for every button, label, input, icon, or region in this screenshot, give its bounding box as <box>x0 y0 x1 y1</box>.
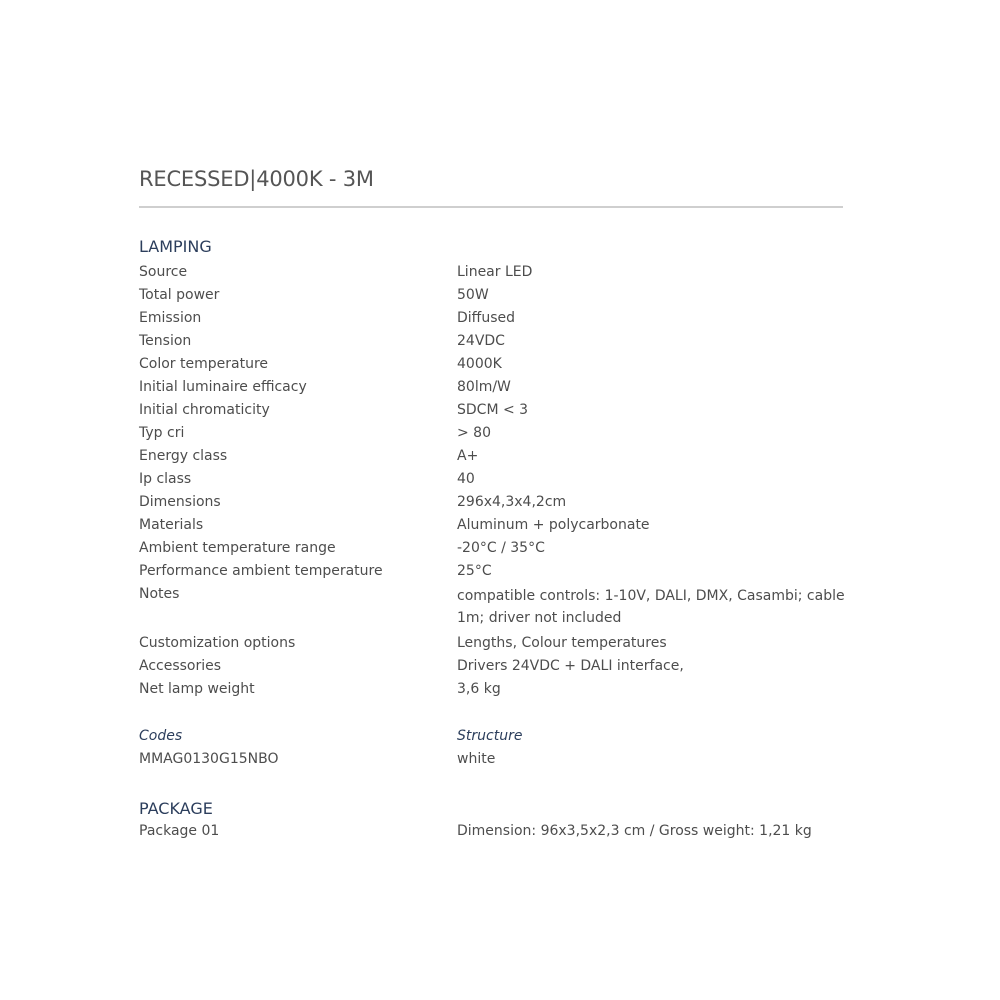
spec-label: Energy class <box>139 448 228 464</box>
spec-value: Lengths, Colour temperatures <box>457 635 667 651</box>
spec-row-customization <box>139 632 843 655</box>
spec-row-cri <box>139 422 843 445</box>
spec-value: 80lm/W <box>457 379 511 395</box>
spec-label: Total power <box>139 287 220 303</box>
spec-label: Color temperature <box>139 356 269 372</box>
spec-row-chromaticity <box>139 399 843 422</box>
spec-label: Net lamp weight <box>139 681 255 697</box>
spec-label: Ambient temperature range <box>139 540 336 556</box>
spec-value: 50W <box>457 287 489 303</box>
spec-sheet <box>139 0 843 1000</box>
title-category: RECESSED <box>139 167 250 191</box>
structure-value: white <box>457 751 496 767</box>
spec-row-ambient-range <box>139 537 843 560</box>
spec-value: 40 <box>457 471 475 487</box>
spec-row-notes <box>139 583 843 632</box>
spec-value: 4000K <box>457 356 502 372</box>
lamping-spec-list <box>139 261 843 701</box>
spec-row-materials <box>139 514 843 537</box>
spec-row-efficacy <box>139 376 843 399</box>
codes-value: MMAG0130G15NBO <box>139 751 279 767</box>
spec-label: Notes <box>139 586 180 602</box>
spec-row-dimensions <box>139 491 843 514</box>
spec-value: > 80 <box>457 425 491 441</box>
spec-row-tension <box>139 330 843 353</box>
spec-value: Aluminum + polycarbonate <box>457 517 650 533</box>
spec-label: Source <box>139 264 188 280</box>
spec-value: 25°C <box>457 563 492 579</box>
spec-value: 296x4,3x4,2cm <box>457 494 567 510</box>
package-label: Package 01 <box>139 823 220 839</box>
spec-label: Initial chromaticity <box>139 402 270 418</box>
spec-label: Dimensions <box>139 494 221 510</box>
spec-row-emission <box>139 307 843 330</box>
spec-label: Customization options <box>139 635 296 651</box>
spec-row-color-temperature <box>139 353 843 376</box>
lamping-heading: LAMPING <box>139 237 212 256</box>
codes-heading: Codes <box>139 728 183 744</box>
title-separator: | <box>249 167 257 191</box>
spec-value: A+ <box>457 448 479 464</box>
spec-value: -20°C / 35°C <box>457 540 545 556</box>
page-title <box>139 167 374 191</box>
spec-value: Diffused <box>457 310 515 326</box>
spec-label: Emission <box>139 310 202 326</box>
spec-row-net-weight <box>139 678 843 701</box>
spec-label: Tension <box>139 333 192 349</box>
structure-heading: Structure <box>457 728 523 744</box>
spec-label: Accessories <box>139 658 222 674</box>
title-divider <box>139 206 843 208</box>
spec-value: Drivers 24VDC + DALI interface, <box>457 658 684 674</box>
spec-value: compatible controls: 1-10V, DALI, DMX, Casambi; cable 1m; driver not included <box>457 588 845 626</box>
spec-value: 24VDC <box>457 333 505 349</box>
package-heading: PACKAGE <box>139 799 213 818</box>
spec-label: Typ cri <box>139 425 185 441</box>
spec-row-source <box>139 261 843 284</box>
spec-row-performance-temp <box>139 560 843 583</box>
title-variant: 4000K - 3M <box>256 167 374 191</box>
spec-label: Performance ambient temperature <box>139 563 383 579</box>
spec-value: 3,6 kg <box>457 681 501 697</box>
spec-label: Materials <box>139 517 204 533</box>
spec-label: Ip class <box>139 471 192 487</box>
spec-label: Initial luminaire efficacy <box>139 379 307 395</box>
package-value: Dimension: 96x3,5x2,3 cm / Gross weight: 1,21 kg <box>457 823 812 839</box>
spec-row-total-power <box>139 284 843 307</box>
spec-row-accessories <box>139 655 843 678</box>
spec-value: Linear LED <box>457 264 533 280</box>
spec-row-ip-class <box>139 468 843 491</box>
spec-row-energy-class <box>139 445 843 468</box>
spec-value: SDCM < 3 <box>457 402 529 418</box>
